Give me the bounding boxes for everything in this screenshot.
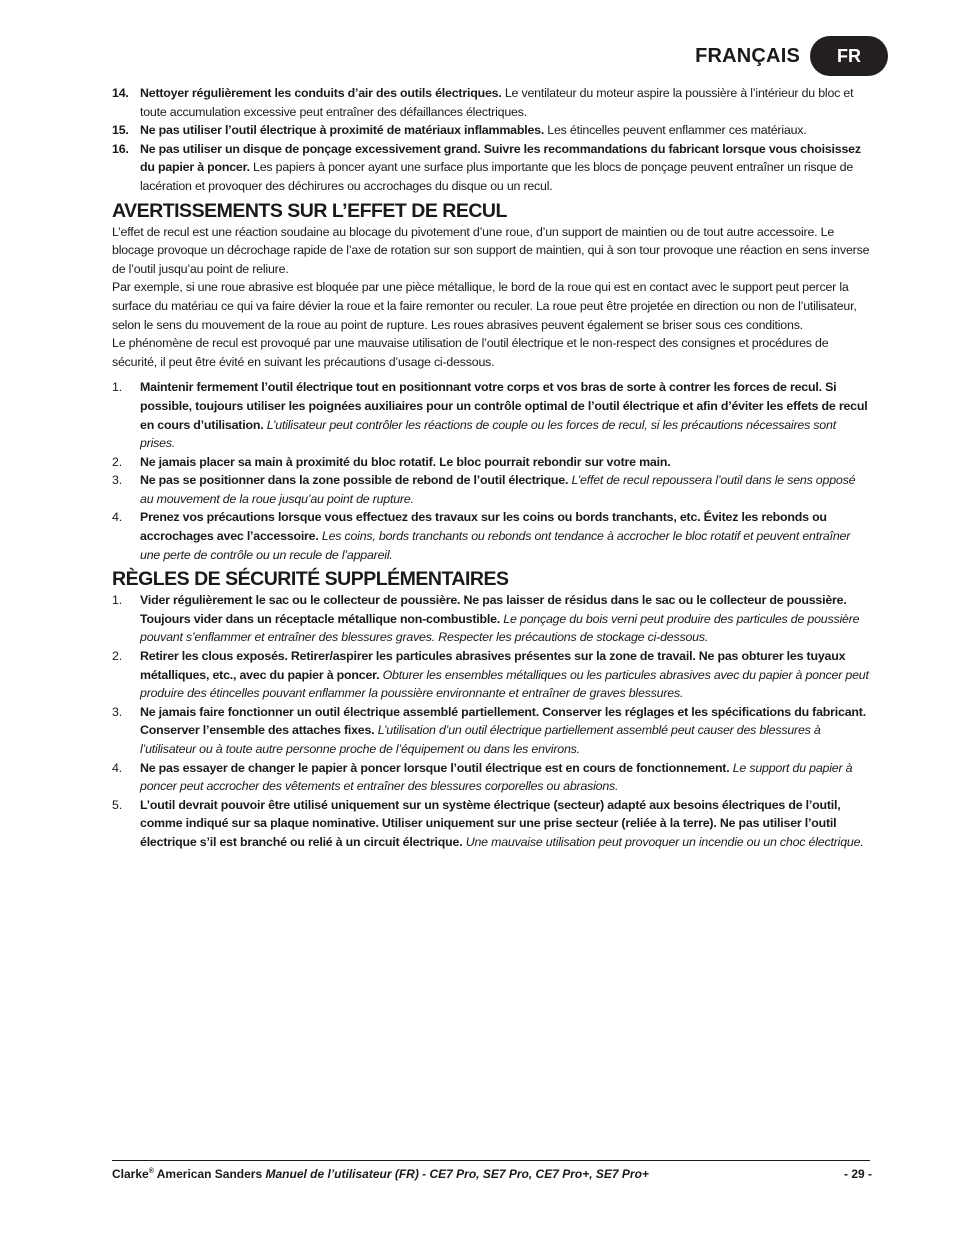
section-heading-regles: RÈGLES DE SÉCURITÉ SUPPLÉMENTAIRES: [112, 568, 509, 591]
item-italic-text: L’utilisateur peut contrôler les réactions de couple ou les forces de recul, si les précautions nécessaires sont prises.: [140, 417, 836, 451]
section-heading-recul: AVERTISSEMENTS SUR L’EFFET DE RECUL: [112, 199, 507, 222]
item-italic-text: Le support du papier à poncer peut accrocher des vêtements et entraîner des blessures corporelles ou abrasions.: [140, 760, 853, 794]
item-bold-text: Ne jamais placer sa main à proximité du bloc rotatif. Le bloc pourrait rebondir sur votre main.: [140, 454, 671, 469]
item-number: 4.: [112, 760, 122, 775]
document-body: [112, 84, 870, 852]
item-bold-text: Ne pas utiliser l’outil électrique à proximité de matériaux inflammables.: [140, 123, 545, 138]
item-bold-text: Retirer les clous exposés. Retirer/aspirer les particules abrasives présentes sur la zone de travail. Ne pas obturer les tuyaux métalliques, etc., avec du papier à poncer.: [140, 649, 846, 682]
footer-title: Clarke® American Sanders Manuel de l’utilisateur (FR) - CE7 Pro, SE7 Pro, CE7 Pro+, SE7 Pro+: [112, 1167, 649, 1181]
item-text: Le ventilateur du moteur aspire la poussière à l’intérieur du bloc et toute accumulation excessive peut entraîner des défaillances électriques.: [140, 86, 854, 119]
item-number: 3.: [112, 704, 122, 719]
page-footer: [112, 1167, 872, 1181]
list-item: [112, 453, 870, 472]
item-number: 14.: [112, 86, 129, 100]
item-italic-text: Le ponçage du bois verni peut produire des particules de poussière pouvant s’enflammer et entraîner des blessures graves. Respecter les précautions de stockage ci-dessous.: [140, 611, 860, 645]
item-text: Les étincelles peuvent enflammer ces matériaux.: [544, 123, 807, 138]
list-item: [112, 140, 870, 196]
list-item: [112, 84, 870, 121]
list-item: [112, 796, 870, 852]
item-italic-text: Obturer les ensembles métalliques ou les particules abrasives avec du papier à poncer peut produire des étincelles pouvant enflammer la poussière environnante et entraîner de graves blessures.: [140, 667, 869, 701]
item-bold-text: Ne jamais faire fonctionner un outil électrique assemblé partiellement. Conserver les réglages et les spécifications du fabricant. Conserver l’ensemble des attaches fixes.: [140, 704, 866, 738]
item-bold-text: Vider régulièrement le sac ou le collecteur de poussière. Ne pas laisser de résidus dans le sac ou le collecteur de poussière. Toujours vider dans un réceptacle métallique non-combustible.: [140, 593, 847, 626]
item-italic-text: Les coins, bords tranchants ou rebonds ont tendance à accrocher le bloc rotatif et peuvent entraîner une perte de contrôle ou un recule de l’appareil.: [140, 529, 851, 562]
item-number: 1.: [112, 593, 122, 608]
section-regles-list: [112, 591, 870, 851]
paragraph: Le phénomène de recul est provoqué par une mauvaise utilisation de l’outil électrique et le non-respect des consignes et procédures de sécurité, il peut être évité en suivant les précautions d’usage ci-dessous.: [112, 336, 829, 369]
list-item: [112, 591, 870, 647]
page-number: - 29 -: [843, 1167, 872, 1181]
top-list: [112, 84, 870, 196]
item-number: 2.: [112, 649, 122, 664]
item-bold-text: Maintenir fermement l’outil électrique tout en positionnant votre corps et vos bras de sorte à contrer les forces de recul. Si possible, toujours utiliser les poignées auxiliaires pour un contrôle optimal de l’outil électrique et afin d’éviter les effets de recul en cours d’utilisation.: [140, 380, 868, 432]
list-item: [112, 508, 870, 564]
language-title: FRANÇAIS: [695, 44, 800, 67]
item-italic-text: L’effet de recul repoussera l’outil dans le sens opposé au mouvement de la roue jusqu’au point de rupture.: [140, 473, 856, 506]
footer-divider: [112, 1160, 870, 1161]
section-recul-list: [112, 378, 870, 564]
item-number: 5.: [112, 797, 122, 812]
page-header: [695, 36, 888, 76]
item-italic-text: L’utilisation d’un outil électrique partiellement assemblé peut causer des blessures à l’utilisateur ou à toute autre personne proche de l’équipement ou dans les environs.: [140, 723, 821, 756]
section-recul-paragraphs: [112, 223, 870, 372]
item-number: 16.: [112, 141, 129, 156]
item-bold-text: Ne pas utiliser un disque de ponçage excessivement grand. Suivre les recommandations du fabricant lorsque vous choisissez du papier à poncer.: [140, 141, 861, 175]
item-italic-text: Une mauvaise utilisation peut provoquer un incendie ou un choc électrique.: [465, 834, 864, 849]
list-item: [112, 703, 870, 759]
paragraph: Par exemple, si une roue abrasive est bloquée par une pièce métallique, le bord de la roue qui est en contact avec le support peut percer la surface du matériau ce qui va faire dévier la roue et la faire remonter ou reculer. La roue peut être projetée en direction ou non de l’utilisateur, selon le sens du mouvement de la roue au point de rupture. Les roues abrasives peuvent également se briser sous ces conditions.: [112, 280, 857, 332]
list-item: [112, 471, 870, 508]
item-number: 15.: [112, 123, 129, 138]
item-bold-text: L’outil devrait pouvoir être utilisé uniquement sur un système électrique (secteur) adapté aux besoins électriques de l’outil, comme indiqué sur sa plaque nominative. Utiliser uniquement sur une prise secteur (reliée à la terre). Ne pas utiliser l’outil électrique s’il est branché ou relié à un circuit électrique.: [140, 797, 841, 849]
list-item: [112, 121, 870, 140]
item-number: 3.: [112, 473, 122, 488]
item-bold-text: Ne pas essayer de changer le papier à poncer lorsque l’outil électrique est en cours de fonctionnement.: [140, 760, 730, 775]
list-item: [112, 759, 870, 796]
item-bold-text: Prenez vos précautions lorsque vous effectuez des travaux sur les coins ou bords tranchants, etc. Évitez les rebonds ou accrochages avec l’accessoire.: [140, 510, 827, 544]
item-number: 1.: [112, 380, 122, 395]
list-item: [112, 378, 870, 452]
item-text: Les papiers à poncer ayant une surface plus importante que les blocs de ponçage peuvent entraîner un risque de lacération et provoquer des déchirures ou accrochages du disque ou un recul.: [140, 160, 854, 193]
item-bold-text: Nettoyer régulièrement les conduits d’air des outils électriques.: [140, 86, 502, 100]
list-item: [112, 647, 870, 703]
paragraph: L’effet de recul est une réaction soudaine au blocage du pivotement d’une roue, d’un support de maintien ou de tout autre accessoire. Le blocage provoque un décrochage rapide de l’axe de rotation sur son support de maintien, qui à son tour provoque une réaction en sens inverse de l’outil jusqu’au point de reliure.: [112, 224, 870, 276]
item-number: 2.: [112, 454, 122, 469]
item-number: 4.: [112, 510, 122, 525]
language-badge: FR: [810, 36, 888, 76]
item-bold-text: Ne pas se positionner dans la zone possible de rebond de l’outil électrique.: [140, 473, 569, 488]
